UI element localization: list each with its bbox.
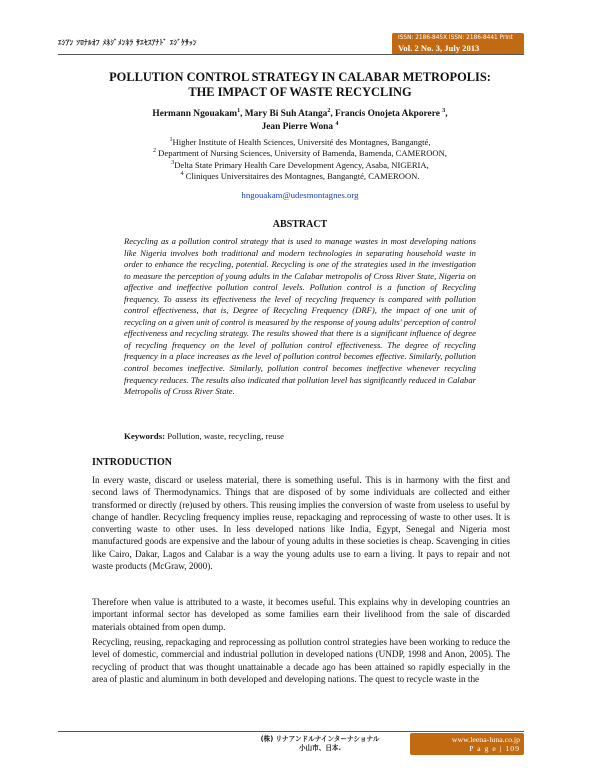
- affiliation-line: [70, 137, 530, 148]
- affiliation-line: [70, 148, 530, 159]
- header-divider: [58, 54, 524, 55]
- journal-name: ｴｼｱﾝ ｿﾛﾅﾙｵﾌ ﾒﾈｼﾞﾒﾝﾈﾗ ｻｴｾｽｱﾅﾄﾞ ｴｼﾞｹｻｯﾝ: [58, 38, 197, 47]
- abstract-heading: ABSTRACT: [272, 219, 328, 230]
- affiliation-sup: 1: [169, 137, 173, 144]
- footer-url[interactable]: www.leena-luna.co.jp: [451, 735, 520, 744]
- footer-badge: [410, 733, 524, 755]
- author-sup: 4: [335, 120, 339, 127]
- paper-title: [70, 70, 530, 100]
- abstract-text: Recycling as a pollution control strategy that is used to manage wastes in most developing nations like Nigeria involves both traditional and modern technologies in separating household waste in order to enhance the recycling, potential. Recycling is one of the strategies used in the investigation to measure the perception of young adults in the Calabar metropolis of Cross River State, Nigeria on affective and ineffective pollution control levels. Pollution control is a function of Recycling frequency. To assess its effectiveness the level of recycling frequency is compared with pollution control effectiveness, that is, Degree of Recycling Frequency (DRF), the impact of one unit of recycling on a given unit of control is measured by the response of young adults' perception of control effectiveness and recycling strategy. The results showed that there is a significant influence of degree of recycling frequency on the level of pollution control effectiveness. The degree of recycling frequency in a place increases as the level of pollution control becomes effective. Similarly, pollution control becomes ineffective. Similarly, pollution control becomes ineffective whenever recycling frequency reduces. The results also indicated that pollution level has significantly reduced in Calabar Metropolis of Cross River State.: [124, 236, 476, 397]
- author-list: Hermann Ngouakam$^1$, Mary Bi Suh Atanga$^2$, Francis Onojeta Akporere $^3$, Jean Pierre Wona $^4$: [152, 107, 448, 132]
- affiliation-sup: 3: [171, 159, 175, 166]
- issn-badge: [392, 33, 524, 55]
- body-paragraph: Recycling, reusing, repackaging and reprocessing as pollution control strategies have been working to reduce the level of domestic, commercial and industrial pollution in developed nations (UNDP, 1998 and Anon, 2005). The recycling of product that was thought unattainable a decade ago has been attained so rapidly especially in the area of plastic and aluminum in both developed and developing nations. The quest to recycle waste in the: [92, 637, 510, 684]
- affiliation-line: [70, 160, 530, 171]
- page-number: P a g e | 109: [469, 744, 520, 753]
- keywords-label: Keywords:: [124, 431, 166, 441]
- title-line-1: POLLUTION CONTROL STRATEGY IN CALABAR METROPOLIS:: [109, 70, 491, 84]
- footer-divider: [58, 731, 524, 732]
- author-name: Jean Pierre Wona: [261, 122, 334, 132]
- title-line-2: THE IMPACT OF WASTE RECYCLING: [188, 85, 412, 99]
- affiliation-text: Cliniques Universitaires des Montagnes, Bangangté, CAMEROON.: [185, 171, 420, 182]
- affiliation-text: Higher Institute of Health Sciences, Université des Montagnes, Bangangté,: [172, 137, 431, 147]
- affiliation-sup: 4: [180, 171, 184, 178]
- publisher-info: [240, 735, 400, 753]
- body-paragraph: In every waste, discard or useless material, there is something useful. This is in harmony with the first and second laws of Thermodynamics. Things that are disposed of by some individuals are collected and either transformed or directly (re)used by others. This reusing implies the conversion of waste from useless to useful by change of handler. Recycling frequency implies reuse, repackaging and reprocessing of waste to other uses. It is converting waste to other uses. In less developed nations like India, Egypt, Senegal and Nigeria most manufactured goods are expensive and the labour of young adults in these societies is cheap. Scavenging in cities like Cairo, Dakar, Lagos and Calabar is a way the young adults use to earn a living. It pays to repair and not waste products (McGraw, 2000).: [92, 475, 510, 572]
- author-sup: 1: [237, 107, 241, 114]
- author-name: Mary Bi Suh Atanga: [244, 109, 328, 119]
- affiliation-text: Department of Nursing Sciences, University of Bamenda, Bamenda, CAMEROON,: [158, 148, 447, 159]
- body-paragraph: Therefore when value is attributed to a waste, it becomes useful. This explains why in developing countries an important informal sector has developed as some families earn their livelihood from the sale of discarded materials obtained from open dump.: [92, 597, 510, 632]
- publisher-name: (株) リナアンドルナインターナショナル: [260, 735, 380, 743]
- section-heading: INTRODUCTION: [92, 457, 173, 468]
- affiliation-line: [70, 171, 530, 182]
- affiliations: [70, 137, 530, 183]
- author-sup: 3: [442, 107, 446, 114]
- volume-text: Vol. 2 No. 3, July 2013: [398, 43, 480, 53]
- affiliation-sup: 2: [153, 148, 157, 155]
- corresponding-email[interactable]: hngouakam@udesmontagnes.org: [241, 190, 359, 200]
- keywords: [124, 431, 476, 441]
- author-name: Hermann Ngouakam: [152, 109, 238, 119]
- issn-text: ISSN: 2186-845X ISSN: 2186-8441 Print: [398, 35, 513, 41]
- keywords-value: Pollution, waste, recycling, reuse: [167, 431, 285, 441]
- publisher-location: 小山市、日本.: [298, 744, 342, 752]
- author-name: Francis Onojeta Akporere: [335, 109, 440, 119]
- affiliation-text: Delta State Primary Health Care Development Agency, Asaba, NIGERIA,: [174, 159, 429, 170]
- author-sup: 2: [327, 107, 331, 114]
